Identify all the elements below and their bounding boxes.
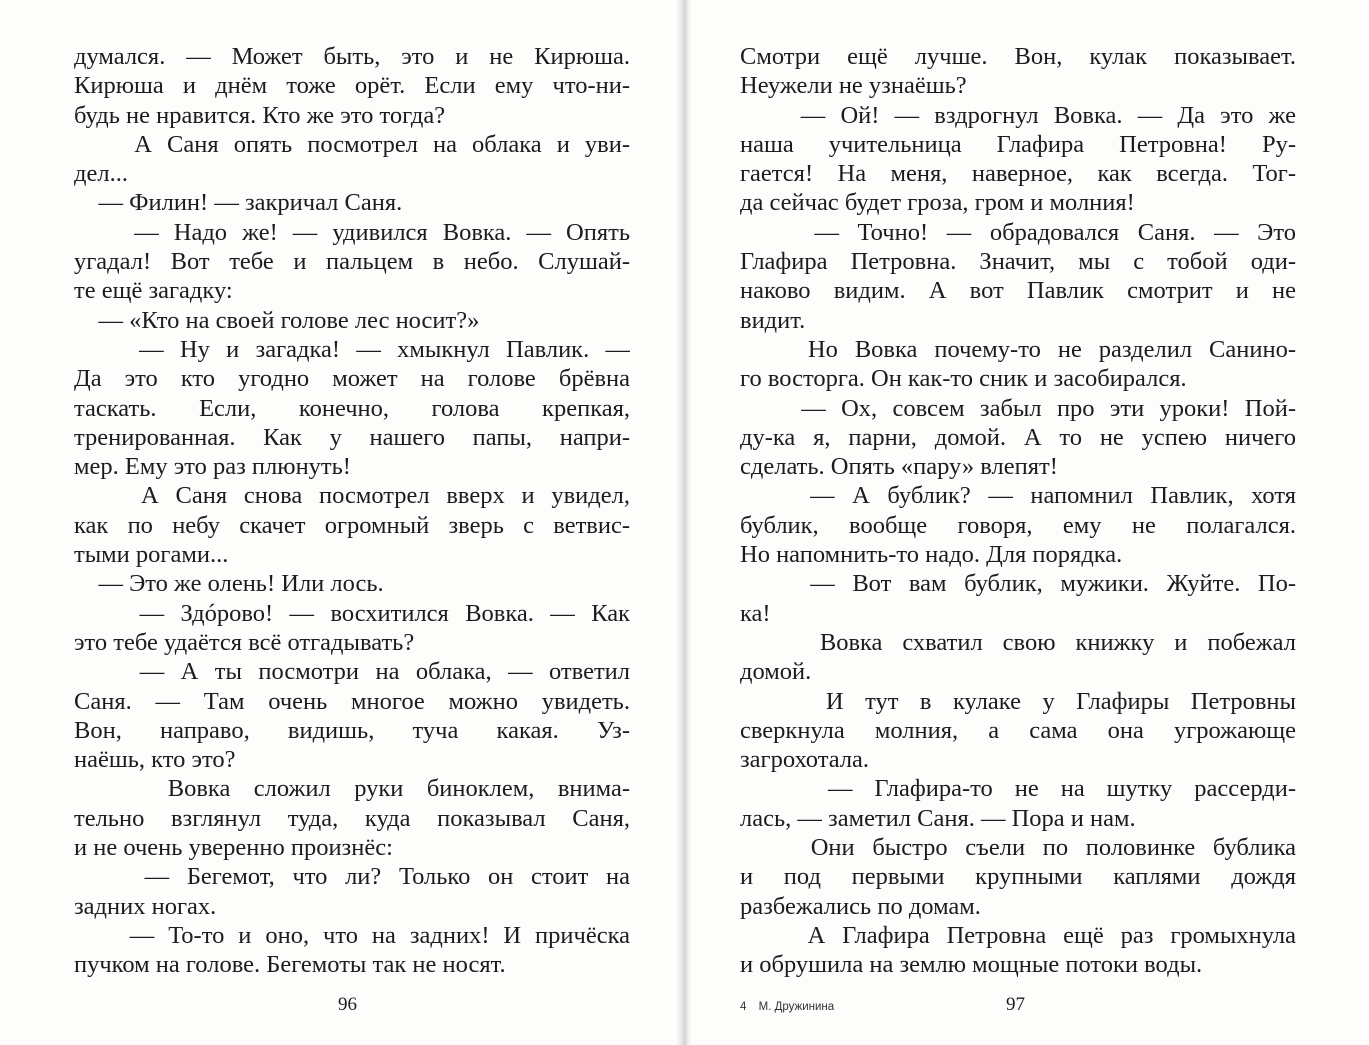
text-line: домой. [740,658,812,686]
page-number: 97 [1006,994,1025,1015]
text-line: — Ой! — вздрогнул Вовка. — Да это же [740,101,1296,129]
text-line: Но Вовка почему-то не разделил Санино- [740,335,1296,363]
text-line: да сейчас будет гроза, гром и молния! [740,189,1135,217]
text-line: — Это же олень! Или лось. [74,570,384,598]
text-line: тельно взглянул туда, куда показывал Саня, [74,804,630,832]
text-line: Кирюша и днём тоже орёт. Если ему что-ни- [74,72,630,100]
text-line: Вовка схватил свою книжку и побежал [740,628,1296,656]
page-number: 96 [338,994,357,1015]
text-line: тренированная. Как у нашего папы, напри- [74,423,630,451]
text-line: разбежались по домам. [740,892,981,920]
text-line: — Филин! — закричал Саня. [74,189,403,217]
text-line: — Глафира-то не на шутку рассерди- [740,775,1296,803]
signature-author: М. Дружинина [758,1001,835,1013]
text-line: дел... [74,160,128,188]
text-line: И тут в кулаке у Глафиры Петровны [740,687,1296,715]
text-line: пучком на голове. Бегемоты так не носят. [74,951,506,979]
text-line: Вовка сложил руки биноклем, внима- [74,775,630,803]
text-line: Да это кто угодно может на голове брёвна [74,365,630,393]
text-line: ка! [740,599,771,627]
text-line: видит. [740,306,806,334]
text-line: и не очень уверенно произнёс: [74,834,393,862]
text-line: таскать. Если, конечно, голова крепкая, [74,394,630,422]
text-line: — Ох, совсем забыл про эти уроки! Пой- [740,394,1296,422]
text-line: Неужели не узнаёшь? [740,72,967,100]
text-line: — Надо же! — удивился Вовка. — Опять [74,218,630,246]
book-gutter [676,0,692,1045]
text-line: — То-то и оно, что на задних! И причёска [74,921,630,949]
text-line: Но напомнить-то надо. Для порядка. [740,541,1123,569]
left-page-text [74,42,630,980]
text-line: Саня. — Там очень многое можно увидеть. [74,687,630,715]
text-line: это тебе удаётся всё отгадывать? [74,628,415,656]
text-line: — Точно! — обрадовался Саня. — Это [740,218,1296,246]
text-line: Смотри ещё лучше. Вон, кулак показывает. [740,43,1296,70]
text-line: ду-ка я, парни, домой. А то не успею ничего [740,423,1296,451]
text-line: тыми рогами... [74,541,229,569]
text-line: А Саня опять посмотрел на облака и уви- [74,130,630,158]
printer-signature [740,1001,834,1013]
text-line: думался. — Может быть, это и не Кирюша. [74,43,630,70]
text-line: те ещё загадку: [74,277,233,305]
text-line: мер. Ему это раз плюнуть! [74,453,351,481]
right-page-text [740,42,1296,980]
right-page [683,0,1369,1045]
text-line: — Вот вам бублик, мужики. Жуйте. По- [740,570,1296,598]
text-line: будь не нравится. Кто же это тогда? [74,101,446,129]
text-line: и под первыми крупными каплями дождя [740,863,1296,891]
text-line: наково видим. А вот Павлик смотрит и не [740,277,1296,305]
text-line: сделать. Опять «пару» влепят! [740,453,1058,481]
signature-number: 4 [740,1001,747,1013]
text-line: гается! На меня, наверное, как всегда. Тог- [740,160,1296,188]
text-line: наёшь, кто это? [74,746,236,774]
text-line: — А ты посмотри на облака, — ответил [74,658,630,686]
text-line: бублик, вообще говоря, ему не полагался. [740,511,1296,539]
text-line: наша учительница Глафира Петровна! Ру- [740,130,1296,158]
text-line: А Саня снова посмотрел вверх и увидел, [74,482,630,510]
text-line: го восторга. Он как-то сник и засобирался. [740,365,1187,393]
text-line: — Ну и загадка! — хмыкнул Павлик. — [74,335,630,363]
text-line: лась, — заметил Саня. — Пора и нам. [740,804,1136,832]
text-line: Вон, направо, видишь, туча какая. Уз- [74,716,630,744]
text-line: Они быстро съели по половинке бублика [740,834,1296,862]
left-page [0,0,683,1045]
text-line: А Глафира Петровна ещё раз громыхнула [740,921,1296,949]
text-line: — «Кто на своей голове лес носит?» [74,306,480,334]
text-line: задних ногах. [74,892,217,920]
text-line: загрохотала. [740,746,870,774]
text-line: и обрушила на землю мощные потоки воды. [740,951,1203,979]
text-line: как по небу скачет огромный зверь с ветвис- [74,511,630,539]
text-line: сверкнула молния, а сама она угрожающе [740,716,1296,744]
text-line: — А бублик? — напомнил Павлик, хотя [740,482,1296,510]
text-line: Глафира Петровна. Значит, мы с тобой оди- [740,248,1296,276]
text-line: угадал! Вот тебе и пальцем в небо. Слушай- [74,248,630,276]
text-line: — Бегемот, что ли? Только он стоит на [74,863,630,891]
text-line: — Здóрово! — восхитился Вовка. — Как [74,599,630,627]
